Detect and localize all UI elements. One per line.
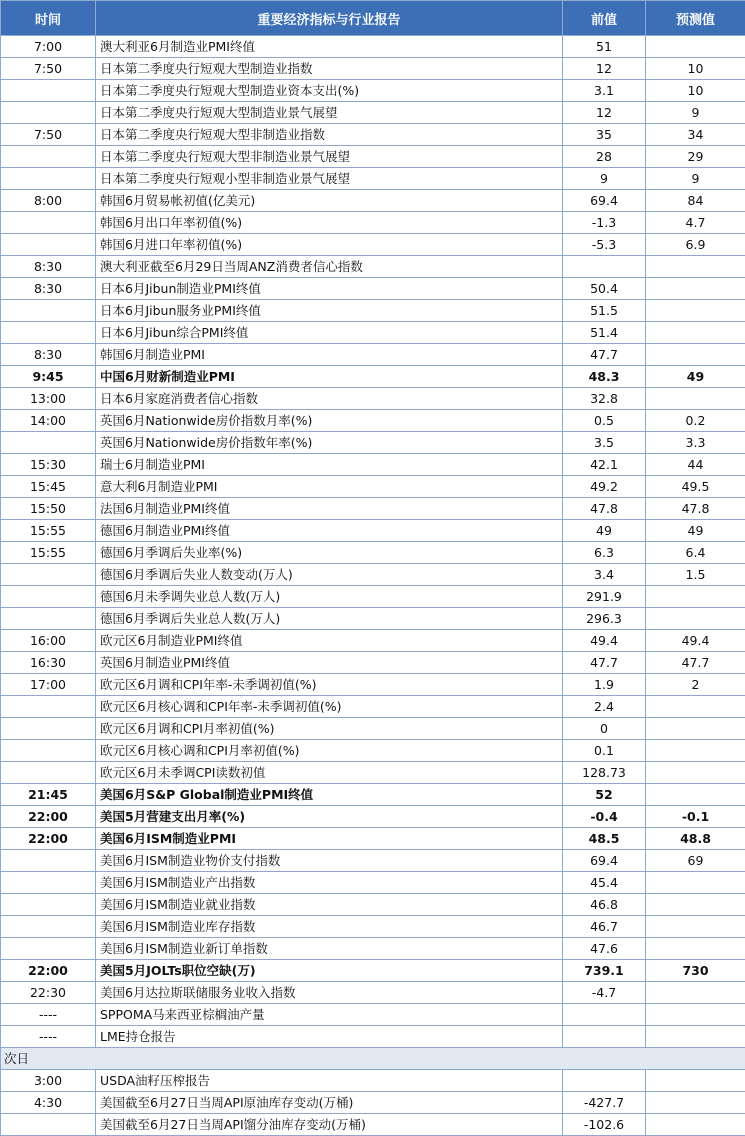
previous-value-cell: 32.8 [563,388,646,410]
previous-value-cell [563,1070,646,1092]
indicator-cell: 日本6月Jibun服务业PMI终值 [96,300,563,322]
time-cell [1,938,96,960]
indicator-cell: 英国6月Nationwide房价指数月率(%) [96,410,563,432]
time-cell [1,432,96,454]
indicator-cell: 美国截至6月27日当周API原油库存变动(万桶) [96,1092,563,1114]
indicator-cell: 欧元区6月核心调和CPI年率-未季调初值(%) [96,696,563,718]
forecast-value-cell [646,1004,745,1026]
table-row [1,432,745,454]
forecast-value-cell: 69 [646,850,745,872]
forecast-value-cell [646,762,745,784]
forecast-value-cell: 6.9 [646,234,745,256]
forecast-value-cell [646,322,745,344]
forecast-value-cell: 6.4 [646,542,745,564]
indicator-cell: 韩国6月出口年率初值(%) [96,212,563,234]
time-cell: 22:00 [1,828,96,850]
indicator-cell: 日本第二季度央行短观大型非制造业指数 [96,124,563,146]
indicator-cell: 美国6月ISM制造业PMI [96,828,563,850]
indicator-cell: 欧元区6月调和CPI年率-未季调初值(%) [96,674,563,696]
forecast-value-cell: 49 [646,520,745,542]
previous-value-cell: 50.4 [563,278,646,300]
previous-value-cell: 3.5 [563,432,646,454]
table-row [1,234,745,256]
previous-value-cell: 1.9 [563,674,646,696]
forecast-value-cell [646,1026,745,1048]
indicator-cell: LME持仓报告 [96,1026,563,1048]
indicator-cell: 美国6月ISM制造业物价支付指数 [96,850,563,872]
header-time: 时间 [1,1,96,36]
table-row [1,608,745,630]
table-row [1,212,745,234]
forecast-value-cell [646,344,745,366]
forecast-value-cell [646,894,745,916]
previous-value-cell [563,1026,646,1048]
indicator-cell: 德国6月制造业PMI终值 [96,520,563,542]
previous-value-cell: 0.5 [563,410,646,432]
time-cell: 7:00 [1,36,96,58]
time-cell [1,1114,96,1136]
indicator-cell: SPPOMA马来西亚棕榈油产量 [96,1004,563,1026]
previous-value-cell: 739.1 [563,960,646,982]
indicator-cell: 美国6月ISM制造业库存指数 [96,916,563,938]
table-row [1,476,745,498]
forecast-value-cell: -0.1 [646,806,745,828]
time-cell: 15:45 [1,476,96,498]
forecast-value-cell [646,36,745,58]
forecast-value-cell: 48.8 [646,828,745,850]
time-cell [1,168,96,190]
time-cell: 8:30 [1,344,96,366]
indicator-cell: 日本第二季度央行短观大型制造业指数 [96,58,563,80]
table-row [1,256,745,278]
time-cell [1,894,96,916]
time-cell: 22:00 [1,960,96,982]
table-row [1,36,745,58]
table-row [1,1026,745,1048]
table-row [1,322,745,344]
indicator-cell: 美国6月ISM制造业新订单指数 [96,938,563,960]
indicator-cell: 日本第二季度央行短观大型非制造业景气展望 [96,146,563,168]
indicator-cell: 澳大利亚截至6月29日当周ANZ消费者信心指数 [96,256,563,278]
previous-value-cell: 9 [563,168,646,190]
table-row [1,982,745,1004]
table-row [1,674,745,696]
forecast-value-cell: 10 [646,58,745,80]
previous-value-cell: 28 [563,146,646,168]
table-row [1,784,745,806]
time-cell: 17:00 [1,674,96,696]
previous-value-cell: -0.4 [563,806,646,828]
forecast-value-cell: 2 [646,674,745,696]
indicator-cell: 韩国6月进口年率初值(%) [96,234,563,256]
time-cell: 15:30 [1,454,96,476]
indicator-cell: 美国6月ISM制造业产出指数 [96,872,563,894]
table-row [1,168,745,190]
indicator-cell: 日本第二季度央行短观大型制造业景气展望 [96,102,563,124]
forecast-value-cell: 47.8 [646,498,745,520]
forecast-value-cell [646,784,745,806]
forecast-value-cell [646,872,745,894]
indicator-cell: 瑞士6月制造业PMI [96,454,563,476]
table-row [1,388,745,410]
table-header [1,1,745,36]
forecast-value-cell: 34 [646,124,745,146]
table-row [1,806,745,828]
next-day-label: 次日 [1,1048,745,1070]
previous-value-cell [563,256,646,278]
indicator-cell: 日本第二季度央行短观小型非制造业景气展望 [96,168,563,190]
table-row [1,938,745,960]
indicator-cell: 欧元区6月核心调和CPI月率初值(%) [96,740,563,762]
indicator-cell: 美国6月S&P Global制造业PMI终值 [96,784,563,806]
time-cell [1,740,96,762]
time-cell [1,80,96,102]
previous-value-cell: 46.7 [563,916,646,938]
table-row [1,652,745,674]
indicator-cell: 英国6月Nationwide房价指数年率(%) [96,432,563,454]
previous-value-cell: -102.6 [563,1114,646,1136]
table-row [1,960,745,982]
table-row [1,454,745,476]
time-cell [1,872,96,894]
forecast-value-cell: 730 [646,960,745,982]
indicator-cell: 德国6月季调后失业总人数(万人) [96,608,563,630]
table-row [1,894,745,916]
previous-value-cell: 47.7 [563,344,646,366]
forecast-value-cell: 9 [646,168,745,190]
previous-value-cell: -4.7 [563,982,646,1004]
table-row [1,146,745,168]
previous-value-cell: 12 [563,58,646,80]
table-row [1,1092,745,1114]
forecast-value-cell: 47.7 [646,652,745,674]
forecast-value-cell: 29 [646,146,745,168]
table-row [1,718,745,740]
indicator-cell: 中国6月财新制造业PMI [96,366,563,388]
time-cell [1,212,96,234]
previous-value-cell: -1.3 [563,212,646,234]
previous-value-cell: 51.4 [563,322,646,344]
indicator-cell: 英国6月制造业PMI终值 [96,652,563,674]
previous-value-cell: -427.7 [563,1092,646,1114]
previous-value-cell: 48.5 [563,828,646,850]
forecast-value-cell: 49 [646,366,745,388]
previous-value-cell: 47.8 [563,498,646,520]
table-row [1,102,745,124]
time-cell [1,696,96,718]
previous-value-cell: 3.1 [563,80,646,102]
indicator-cell: 日本第二季度央行短观大型制造业资本支出(%) [96,80,563,102]
previous-value-cell: 128.73 [563,762,646,784]
previous-value-cell: 12 [563,102,646,124]
time-cell [1,762,96,784]
previous-value-cell: 69.4 [563,190,646,212]
time-cell: 7:50 [1,58,96,80]
indicator-cell: 美国截至6月27日当周API馏分油库存变动(万桶) [96,1114,563,1136]
time-cell: 7:50 [1,124,96,146]
indicator-cell: 德国6月未季调失业总人数(万人) [96,586,563,608]
table-row [1,1114,745,1136]
previous-value-cell: 51.5 [563,300,646,322]
indicator-cell: 日本6月Jibun综合PMI终值 [96,322,563,344]
time-cell [1,586,96,608]
time-cell: 21:45 [1,784,96,806]
table-row [1,586,745,608]
table-row [1,410,745,432]
forecast-value-cell [646,982,745,1004]
previous-value-cell: 47.7 [563,652,646,674]
time-cell: 16:00 [1,630,96,652]
previous-value-cell: 45.4 [563,872,646,894]
table-row [1,300,745,322]
forecast-value-cell [646,278,745,300]
forecast-value-cell: 3.3 [646,432,745,454]
time-cell [1,850,96,872]
time-cell: 15:55 [1,542,96,564]
table-body [1,36,745,1136]
previous-value-cell: 52 [563,784,646,806]
forecast-value-cell [646,388,745,410]
table-row [1,850,745,872]
time-cell [1,608,96,630]
table-row [1,124,745,146]
previous-value-cell: 0.1 [563,740,646,762]
indicator-cell: 欧元区6月制造业PMI终值 [96,630,563,652]
indicator-cell: 澳大利亚6月制造业PMI终值 [96,36,563,58]
previous-value-cell: 291.9 [563,586,646,608]
table-row [1,916,745,938]
indicator-cell: 欧元区6月调和CPI月率初值(%) [96,718,563,740]
indicator-cell: 韩国6月贸易帐初值(亿美元) [96,190,563,212]
previous-value-cell [563,1004,646,1026]
time-cell: 22:30 [1,982,96,1004]
time-cell: 3:00 [1,1070,96,1092]
table-row [1,872,745,894]
indicator-cell: 韩国6月制造业PMI [96,344,563,366]
indicator-cell: 法国6月制造业PMI终值 [96,498,563,520]
forecast-value-cell [646,740,745,762]
indicator-cell: 美国5月营建支出月率(%) [96,806,563,828]
forecast-value-cell [646,938,745,960]
forecast-value-cell [646,608,745,630]
table-row [1,498,745,520]
indicator-cell: 日本6月Jibun制造业PMI终值 [96,278,563,300]
forecast-value-cell [646,916,745,938]
time-cell [1,146,96,168]
time-cell: 15:50 [1,498,96,520]
previous-value-cell: 3.4 [563,564,646,586]
forecast-value-cell [646,1114,745,1136]
header-forecast: 预测值 [646,1,745,36]
forecast-value-cell [646,1092,745,1114]
table-row [1,1004,745,1026]
header-prev: 前值 [563,1,646,36]
time-cell [1,102,96,124]
forecast-value-cell [646,1070,745,1092]
forecast-value-cell: 44 [646,454,745,476]
table-row [1,80,745,102]
time-cell: 15:55 [1,520,96,542]
time-cell: 22:00 [1,806,96,828]
table-row [1,762,745,784]
next-day-section-row [1,1048,745,1070]
forecast-value-cell [646,586,745,608]
previous-value-cell: 42.1 [563,454,646,476]
time-cell [1,300,96,322]
indicator-cell: 日本6月家庭消费者信心指数 [96,388,563,410]
table-row [1,278,745,300]
table-row [1,630,745,652]
forecast-value-cell: 10 [646,80,745,102]
forecast-value-cell: 0.2 [646,410,745,432]
table-row [1,58,745,80]
table-row [1,1070,745,1092]
previous-value-cell: -5.3 [563,234,646,256]
indicator-cell: 欧元区6月未季调CPI读数初值 [96,762,563,784]
previous-value-cell: 48.3 [563,366,646,388]
table-row [1,190,745,212]
time-cell: 13:00 [1,388,96,410]
forecast-value-cell [646,300,745,322]
forecast-value-cell: 9 [646,102,745,124]
indicator-cell: 美国6月达拉斯联储服务业收入指数 [96,982,563,1004]
time-cell [1,718,96,740]
time-cell [1,564,96,586]
time-cell: 16:30 [1,652,96,674]
time-cell [1,916,96,938]
indicator-cell: 意大利6月制造业PMI [96,476,563,498]
time-cell: 4:30 [1,1092,96,1114]
table-row [1,564,745,586]
time-cell: 8:30 [1,256,96,278]
forecast-value-cell: 49.4 [646,630,745,652]
previous-value-cell: 35 [563,124,646,146]
forecast-value-cell [646,256,745,278]
time-cell: 9:45 [1,366,96,388]
indicator-cell: 德国6月季调后失业人数变动(万人) [96,564,563,586]
forecast-value-cell: 49.5 [646,476,745,498]
forecast-value-cell [646,718,745,740]
previous-value-cell: 296.3 [563,608,646,630]
time-cell: 8:00 [1,190,96,212]
indicator-cell: 美国5月JOLTs职位空缺(万) [96,960,563,982]
forecast-value-cell: 84 [646,190,745,212]
table-row [1,520,745,542]
forecast-value-cell: 1.5 [646,564,745,586]
time-cell [1,234,96,256]
table-row [1,696,745,718]
previous-value-cell: 49.4 [563,630,646,652]
time-cell: 8:30 [1,278,96,300]
time-cell [1,322,96,344]
time-cell: 14:00 [1,410,96,432]
previous-value-cell: 69.4 [563,850,646,872]
indicator-cell: 美国6月ISM制造业就业指数 [96,894,563,916]
table-row [1,740,745,762]
table-row [1,542,745,564]
previous-value-cell: 49 [563,520,646,542]
previous-value-cell: 2.4 [563,696,646,718]
previous-value-cell: 46.8 [563,894,646,916]
previous-value-cell: 47.6 [563,938,646,960]
forecast-value-cell: 4.7 [646,212,745,234]
time-cell: ---- [1,1004,96,1026]
previous-value-cell: 6.3 [563,542,646,564]
table-row [1,366,745,388]
time-cell: ---- [1,1026,96,1048]
previous-value-cell: 51 [563,36,646,58]
table-row [1,828,745,850]
table-row [1,344,745,366]
header-name: 重要经济指标与行业报告 [96,1,563,36]
previous-value-cell: 0 [563,718,646,740]
indicator-cell: USDA油籽压榨报告 [96,1070,563,1092]
indicator-cell: 德国6月季调后失业率(%) [96,542,563,564]
forecast-value-cell [646,696,745,718]
previous-value-cell: 49.2 [563,476,646,498]
